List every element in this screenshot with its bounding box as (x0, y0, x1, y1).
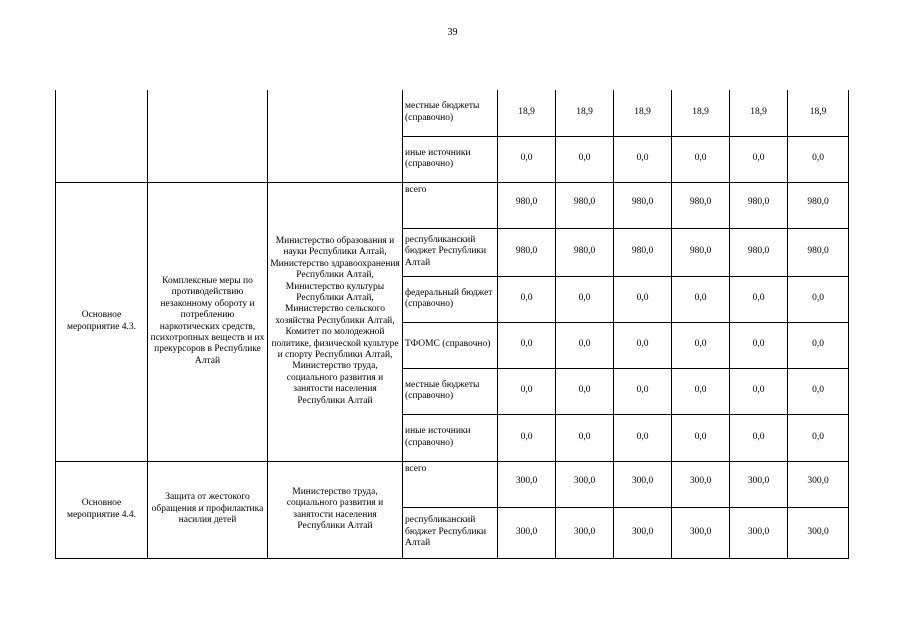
value-cell: 0,0 (672, 322, 730, 368)
value-cell: 0,0 (614, 368, 672, 414)
value-cell: 980,0 (730, 182, 788, 228)
measure-name: Защита от жестокого обращения и профилактика насилия детей (148, 461, 268, 558)
value-cell: 18,9 (498, 90, 556, 136)
value-cell: 0,0 (556, 414, 614, 461)
value-cell: 18,9 (672, 90, 730, 136)
value-cell: 0,0 (672, 136, 730, 182)
value-cell: 0,0 (730, 276, 788, 322)
measure-label: Основное мероприятие 4.4. (56, 461, 148, 558)
value-cell: 300,0 (730, 507, 788, 558)
table-row (56, 461, 849, 507)
value-cell: 980,0 (614, 182, 672, 228)
value-cell: 0,0 (614, 322, 672, 368)
value-cell: 300,0 (556, 461, 614, 507)
value-cell: 0,0 (556, 136, 614, 182)
funding-source: всего (403, 461, 498, 507)
value-cell: 980,0 (730, 228, 788, 276)
page-number: 39 (447, 27, 458, 38)
measure-name: Комплексные меры по противодействию незаконному обороту и потреблению наркотических средств, психотропных веществ и их прекурсоров в Республике Алтай (148, 182, 268, 461)
value-cell: 0,0 (556, 322, 614, 368)
funding-source: ТФОМС (справочно) (403, 322, 498, 368)
value-cell: 980,0 (498, 182, 556, 228)
value-cell: 300,0 (672, 461, 730, 507)
value-cell: 0,0 (498, 276, 556, 322)
empty-label-cell (56, 90, 148, 182)
value-cell: 0,0 (788, 368, 849, 414)
value-cell: 980,0 (556, 228, 614, 276)
funding-source: местные бюджеты (справочно) (403, 368, 498, 414)
funding-source: иные источники (справочно) (403, 414, 498, 461)
value-cell: 300,0 (788, 461, 849, 507)
funding-source: республиканский бюджет Республики Алтай (403, 507, 498, 558)
value-cell: 300,0 (498, 461, 556, 507)
value-cell: 980,0 (788, 228, 849, 276)
value-cell: 0,0 (498, 322, 556, 368)
table-body (56, 90, 849, 558)
value-cell: 300,0 (672, 507, 730, 558)
value-cell: 980,0 (498, 228, 556, 276)
value-cell: 0,0 (614, 414, 672, 461)
value-cell: 0,0 (556, 368, 614, 414)
value-cell: 300,0 (498, 507, 556, 558)
funding-source: федеральный бюджет (справочно) (403, 276, 498, 322)
funding-table (55, 90, 849, 559)
value-cell: 0,0 (672, 276, 730, 322)
value-cell: 0,0 (498, 136, 556, 182)
funding-source: иные источники (справочно) (403, 136, 498, 182)
value-cell: 300,0 (614, 461, 672, 507)
value-cell: 980,0 (672, 182, 730, 228)
value-cell: 0,0 (730, 136, 788, 182)
value-cell: 980,0 (556, 182, 614, 228)
value-cell: 18,9 (730, 90, 788, 136)
value-cell: 0,0 (614, 276, 672, 322)
empty-executor-cell (268, 90, 403, 182)
funding-source: всего (403, 182, 498, 228)
value-cell: 0,0 (556, 276, 614, 322)
value-cell: 0,0 (788, 322, 849, 368)
empty-name-cell (148, 90, 268, 182)
value-cell: 18,9 (614, 90, 672, 136)
value-cell: 0,0 (788, 414, 849, 461)
value-cell: 980,0 (788, 182, 849, 228)
funding-source: местные бюджеты (справочно) (403, 90, 498, 136)
value-cell: 300,0 (788, 507, 849, 558)
value-cell: 0,0 (672, 414, 730, 461)
table-row (56, 90, 849, 136)
value-cell: 300,0 (556, 507, 614, 558)
value-cell: 0,0 (730, 368, 788, 414)
value-cell: 300,0 (730, 461, 788, 507)
value-cell: 0,0 (614, 136, 672, 182)
measure-label: Основное мероприятие 4.3. (56, 182, 148, 461)
measure-executor: Министерство образования и науки Республики Алтай, Министерство здравоохранения Республики Алтай, Министерство культуры Республики Алтай, Министерство сельского хозяйства Республики Алтай, Комитет по молодежной политике, физической культуре и спорту Республики Алтай, Министерство труда, социального развития и занятости населения Республики Алтай (268, 182, 403, 461)
value-cell: 0,0 (788, 136, 849, 182)
value-cell: 980,0 (672, 228, 730, 276)
value-cell: 0,0 (788, 276, 849, 322)
value-cell: 18,9 (556, 90, 614, 136)
funding-source: республиканский бюджет Республики Алтай (403, 228, 498, 276)
value-cell: 980,0 (614, 228, 672, 276)
value-cell: 0,0 (498, 368, 556, 414)
measure-executor: Министерство труда, социального развития и занятости населения Республики Алтай (268, 461, 403, 558)
value-cell: 0,0 (672, 368, 730, 414)
value-cell: 0,0 (730, 414, 788, 461)
table-row (56, 182, 849, 228)
value-cell: 18,9 (788, 90, 849, 136)
value-cell: 0,0 (498, 414, 556, 461)
value-cell: 0,0 (730, 322, 788, 368)
value-cell: 300,0 (614, 507, 672, 558)
